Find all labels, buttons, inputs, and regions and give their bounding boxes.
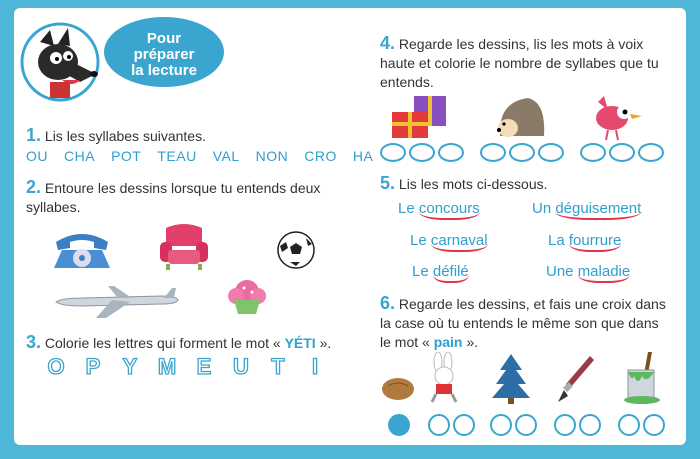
letter-i[interactable]: I: [311, 354, 319, 379]
syllable-boxes-hedgehog: [480, 143, 564, 162]
word-text: fourrure: [569, 232, 622, 252]
bubble-line-1: Pour: [146, 30, 182, 47]
answer-box[interactable]: [643, 414, 665, 436]
answer-boxes-paintbrush: [554, 414, 601, 436]
syllable-box[interactable]: [380, 143, 406, 162]
word-article: La: [548, 232, 569, 249]
ex4-text: Regarde les dessins, lis les mots à voix haute et colorie le nombre de syllabes que tu entends.: [380, 36, 659, 90]
syllable-box[interactable]: [438, 143, 464, 162]
word-item: [532, 200, 641, 217]
syllable-box[interactable]: [480, 143, 506, 162]
ex1-instruction: [26, 126, 206, 146]
syllable-box[interactable]: [509, 143, 535, 162]
word-item: [548, 232, 621, 249]
syllable: CHA: [64, 148, 96, 164]
syllable: POT: [111, 148, 142, 164]
syllable-box[interactable]: [409, 143, 435, 162]
letter-o[interactable]: O: [47, 354, 65, 379]
word-article: Une: [546, 263, 578, 280]
syllable: OU: [26, 148, 48, 164]
word-article: Le: [412, 263, 433, 280]
letter-t[interactable]: T: [271, 354, 285, 379]
answer-boxes-rabbit: [428, 414, 475, 436]
answer-box[interactable]: [554, 414, 576, 436]
cupcake-icon[interactable]: [226, 278, 268, 321]
syllable-box[interactable]: [538, 143, 564, 162]
letter-row: [42, 354, 329, 380]
letter-e[interactable]: E: [196, 354, 212, 379]
answer-box[interactable]: [428, 414, 450, 436]
ex1-number: 1.: [26, 125, 42, 145]
ex6-keyword: pain: [433, 334, 463, 350]
answer-boxes-fir-tree: [490, 414, 537, 436]
ex2-text: Entoure les dessins lorsque tu entends deux syllabes.: [26, 180, 321, 215]
word-item: [398, 200, 480, 217]
ex4-number: 4.: [380, 33, 396, 53]
ex3-keyword: YÉTI: [284, 335, 316, 351]
word-article: Le: [410, 232, 431, 249]
answer-box[interactable]: [515, 414, 537, 436]
word-item: [410, 232, 488, 249]
paintbrush-icon: [556, 354, 596, 409]
syllable-box[interactable]: [609, 143, 635, 162]
ex3-text-end: ».: [315, 335, 332, 351]
telephone-icon[interactable]: [50, 226, 114, 275]
syllable-boxes-bird: [580, 143, 664, 162]
syllable-box[interactable]: [638, 143, 664, 162]
ex6-text: Regarde les dessins, et fais une croix dans la case où tu entends le même son que dans le mot «: [380, 296, 666, 350]
ex4-instruction: [380, 34, 670, 92]
syllable-box[interactable]: [580, 143, 606, 162]
letter-p[interactable]: P: [85, 354, 101, 379]
ex3-number: 3.: [26, 332, 42, 352]
ex6-text-end: ».: [462, 334, 479, 350]
ex1-text: Lis les syllabes suivantes.: [44, 128, 206, 144]
hedgehog-icon: [494, 92, 550, 145]
answer-box-bread[interactable]: [388, 414, 410, 436]
syllable: TEAU: [157, 148, 197, 164]
word-text: carnaval: [431, 232, 488, 252]
ex3-text: Colorie les lettres qui forment le mot «: [44, 335, 285, 351]
syllable: CRO: [304, 148, 337, 164]
answer-boxes-paint-can: [618, 414, 665, 436]
paint-can-icon: [622, 352, 662, 409]
ex6-number: 6.: [380, 293, 396, 313]
ex2-number: 2.: [26, 177, 42, 197]
ex2-instruction: [26, 178, 346, 217]
answer-box[interactable]: [490, 414, 512, 436]
bubble-line-3: la lecture: [131, 62, 197, 79]
word-item: [546, 263, 630, 280]
syllable-list: [26, 148, 373, 164]
letter-m[interactable]: M: [157, 354, 177, 379]
ex6-instruction: [380, 294, 670, 352]
wolf-mascot-icon: [20, 22, 100, 102]
armchair-icon[interactable]: [158, 222, 210, 277]
word-article: Le: [398, 200, 419, 217]
syllable: VAL: [212, 148, 240, 164]
syllable: HA: [352, 148, 374, 164]
rabbit-icon: [424, 352, 464, 409]
bird-icon: [590, 92, 646, 147]
soccer-ball-icon[interactable]: [276, 230, 316, 275]
word-text: déguisement: [555, 200, 641, 220]
word-article: Un: [532, 200, 556, 217]
syllable-boxes-gifts: [380, 143, 464, 162]
ex3-instruction: [26, 333, 331, 353]
answer-box[interactable]: [618, 414, 640, 436]
answer-box[interactable]: [579, 414, 601, 436]
answer-box[interactable]: [453, 414, 475, 436]
word-text: maladie: [578, 263, 631, 283]
letter-y[interactable]: Y: [122, 354, 138, 379]
ex5-instruction: [380, 174, 548, 194]
word-text: concours: [419, 200, 480, 220]
ex5-text: Lis les mots ci-dessous.: [398, 176, 548, 192]
bread-icon: [380, 374, 416, 407]
gift-icon: [388, 90, 450, 145]
airplane-icon[interactable]: [52, 284, 182, 325]
bubble-line-2: préparer: [133, 46, 195, 63]
letter-u[interactable]: U: [233, 354, 249, 379]
section-title-bubble: [104, 17, 224, 87]
fir-tree-icon: [490, 352, 532, 409]
ex5-number: 5.: [380, 173, 396, 193]
word-text: défilé: [433, 263, 469, 283]
syllable: NON: [255, 148, 289, 164]
word-item: [412, 263, 469, 280]
